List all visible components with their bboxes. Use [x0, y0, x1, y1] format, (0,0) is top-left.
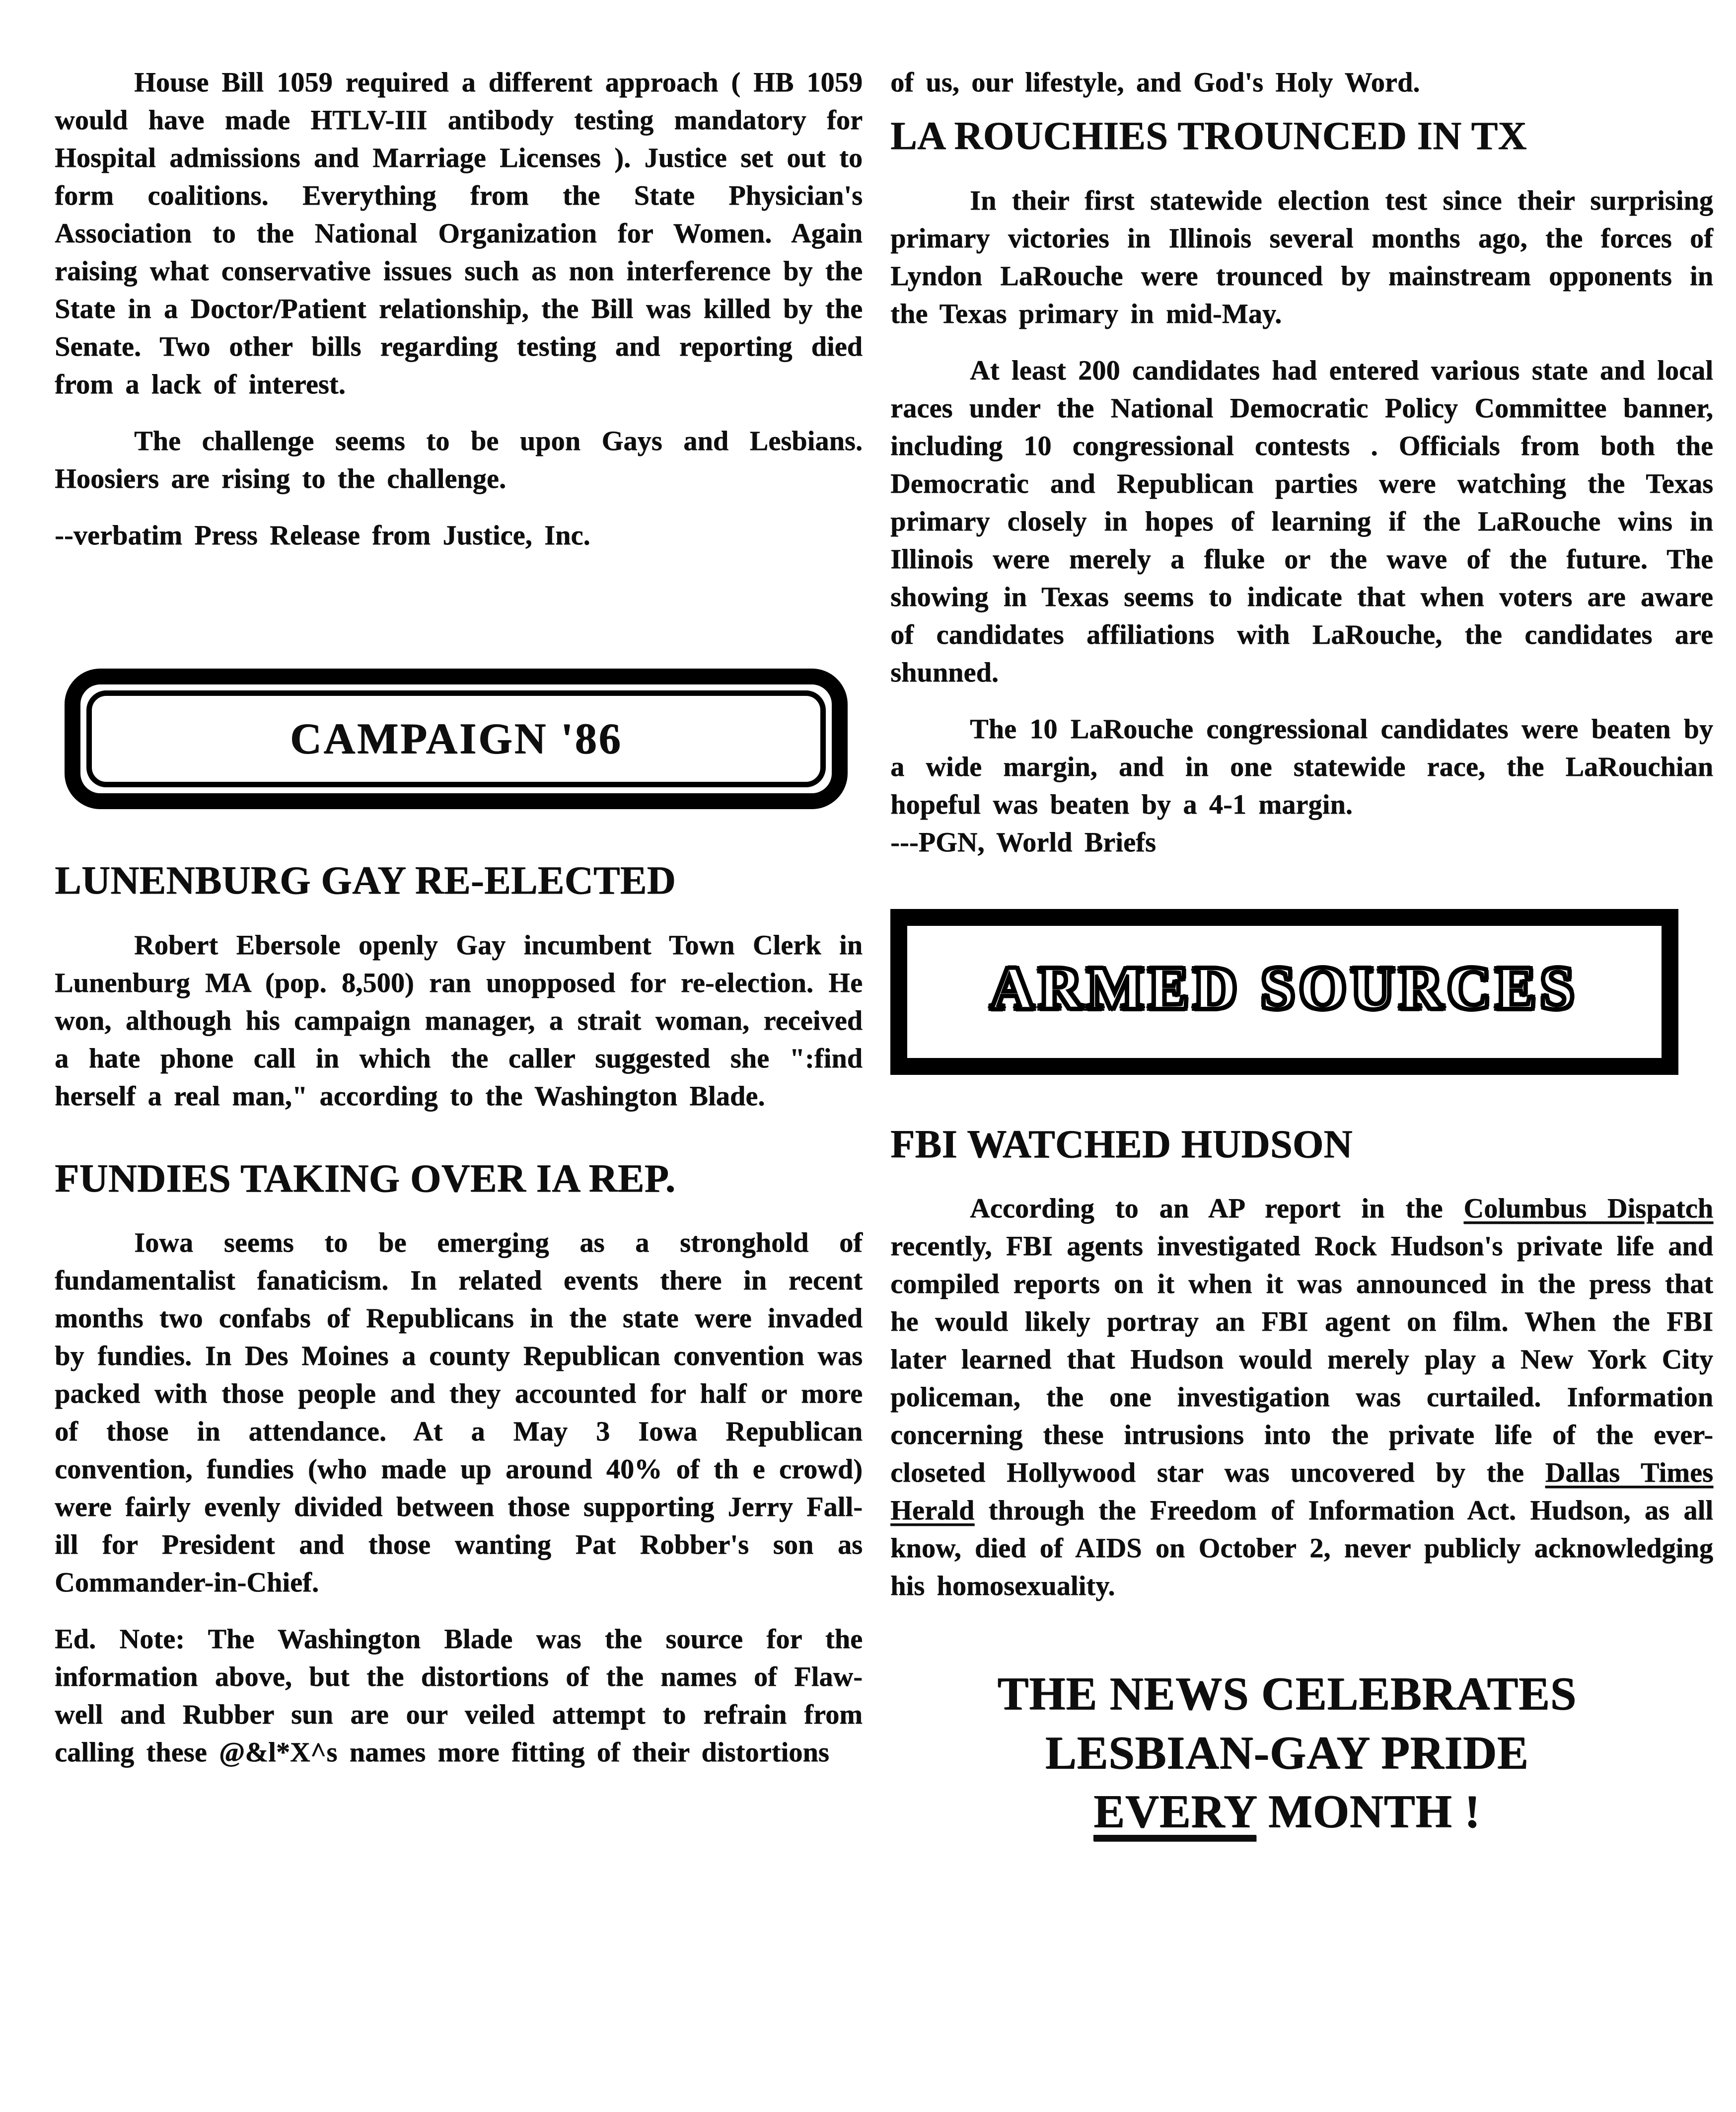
- lunenburg-paragraph: Robert Ebersole openly Gay incumbent Town Clerk in Lunenburg MA (pop. 8,500) ran unopposed for re-election. He won, although his campaign manager, a strait woman, received a hate phone call in which the caller suggested she ":find herself a real man," according to the Washington Blade.: [55, 929, 863, 1112]
- campaign-86-title: CAMPAIGN '86: [289, 715, 623, 763]
- justice-paragraph-1: House Bill 1059 required a different approach ( HB 1059 would have made HTLV-III antibody testing mandatory for Hospital admissions and Marriage Licenses ). Justice set out to form coalitions. Everything from the State Physician's Association to the National Organization for Women. Again raising what conservative issues such as non interference by the State in a Doctor/Patient relationship, the Bill was killed by the Senate. Two other bills regarding testing and reporting died from a lack of interest.: [55, 67, 863, 400]
- campaign-86-banner-inner: [86, 690, 826, 787]
- fbi-text-segment: recently, FBI agents investigated Rock Hudson's private life and compiled reports on it when it was announced in the press that he would likely portray an FBI agent on film. When the FBI later learned that Hudson would merely play a New York City policeman, the one investigation was curtailed. Information concerning these intrusions into the private life of the ever-closeted Hollywood star was uncovered by the: [890, 1231, 1713, 1489]
- fbi-text-segment: According to an AP report in the: [970, 1193, 1464, 1224]
- article-lunenburg: [55, 859, 863, 1115]
- armed-sources-banner: [890, 909, 1678, 1075]
- pride-footer-line-1: THE NEWS CELEBRATES: [997, 1668, 1577, 1720]
- right-column: [890, 64, 1713, 2092]
- justice-paragraph-2: The challenge seems to be upon Gays and Lesbians. Hoosiers are rising to the challenge.: [55, 426, 863, 494]
- month-text: MONTH !: [1256, 1786, 1481, 1838]
- larouche-paragraph-2: At least 200 candidates had entered various state and local races under the National Democratic Policy Committee banner, including 10 congressional contests . Officials from both the Democratic and Republican parties were watching the Texas primary closely in hopes of learning if the LaRouche wins in Illinois were merely a fluke or the wave of the future. The showing in Texas seems to indicate that when voters are aware of candidates affiliations with LaRouche, the candidates are shunned.: [890, 355, 1713, 688]
- article-fbi-hudson: [890, 1123, 1713, 1605]
- larouche-byline: ---PGN, World Briefs: [890, 827, 1156, 858]
- headline-fbi-hudson: FBI WATCHED HUDSON: [890, 1122, 1353, 1166]
- headline-lunenburg: LUNENBURG GAY RE-ELECTED: [55, 859, 676, 903]
- fbi-paragraph: [890, 1190, 1713, 1605]
- pride-footer-line-3: [890, 1782, 1683, 1841]
- pride-footer-line-2: LESBIAN-GAY PRIDE: [1045, 1727, 1529, 1779]
- headline-fundies: FUNDIES TAKING OVER IA REP.: [55, 1156, 676, 1201]
- dallas-times-herald-underlined: Dallas Times Herald: [890, 1457, 1713, 1526]
- justice-byline: --verbatim Press Release from Justice, Inc.: [55, 520, 590, 551]
- continuation-line: of us, our lifestyle, and God's Holy Word.: [890, 67, 1420, 98]
- article-continuation: [890, 64, 1713, 101]
- left-column: [55, 64, 863, 2092]
- fundies-paragraph: Iowa seems to be emerging as a stronghold of fundamentalist fanaticism. In related events there in recent months two confabs of Republicans in the state were invaded by fundies. In Des Moines a county Republican convention was packed with those people and they accounted for half or more of those in attendance. At a May 3 Iowa Republican convention, fundies (who made up around 40% of th e crowd) were fairly evenly divided between those supporting Jerry Fall-ill for President and those wanting Pat Robber's son as Commander-in-Chief.: [55, 1227, 863, 1598]
- pride-footer: [890, 1664, 1683, 1841]
- campaign-86-banner: [65, 669, 848, 809]
- columbus-dispatch-underlined: Columbus Dispatch: [1463, 1193, 1713, 1224]
- armed-sources-title: ARMED SOURCES: [990, 954, 1579, 1022]
- article-justice-press-release: [55, 64, 863, 554]
- headline-larouche: LA ROUCHIES TROUNCED IN TX: [890, 114, 1527, 158]
- every-underlined: EVERY: [1093, 1786, 1256, 1838]
- fbi-text-segment: through the Freedom of Information Act. Hudson, as all know, died of AIDS on October 2, never publicly acknowledging his homosexuality.: [890, 1495, 1713, 1602]
- editor-note: Ed. Note: The Washington Blade was the source for the information above, but the distortions of the names of Flaw-well and Rubber sun are our veiled attempt to refrain from calling these @&l*X^s names more fitting of their distortions: [55, 1624, 863, 1768]
- larouche-paragraph-3: The 10 LaRouche congressional candidates were beaten by a wide margin, and in one statewide race, the LaRouchian hopeful was beaten by a 4-1 margin.: [890, 713, 1713, 820]
- article-larouche: [890, 114, 1713, 861]
- article-fundies: [55, 1157, 863, 1772]
- larouche-paragraph-1: In their first statewide election test since their surprising primary victories in Illinois several months ago, the forces of Lyndon LaRouche were trounced by mainstream opponents in the Texas primary in mid-May.: [890, 185, 1713, 329]
